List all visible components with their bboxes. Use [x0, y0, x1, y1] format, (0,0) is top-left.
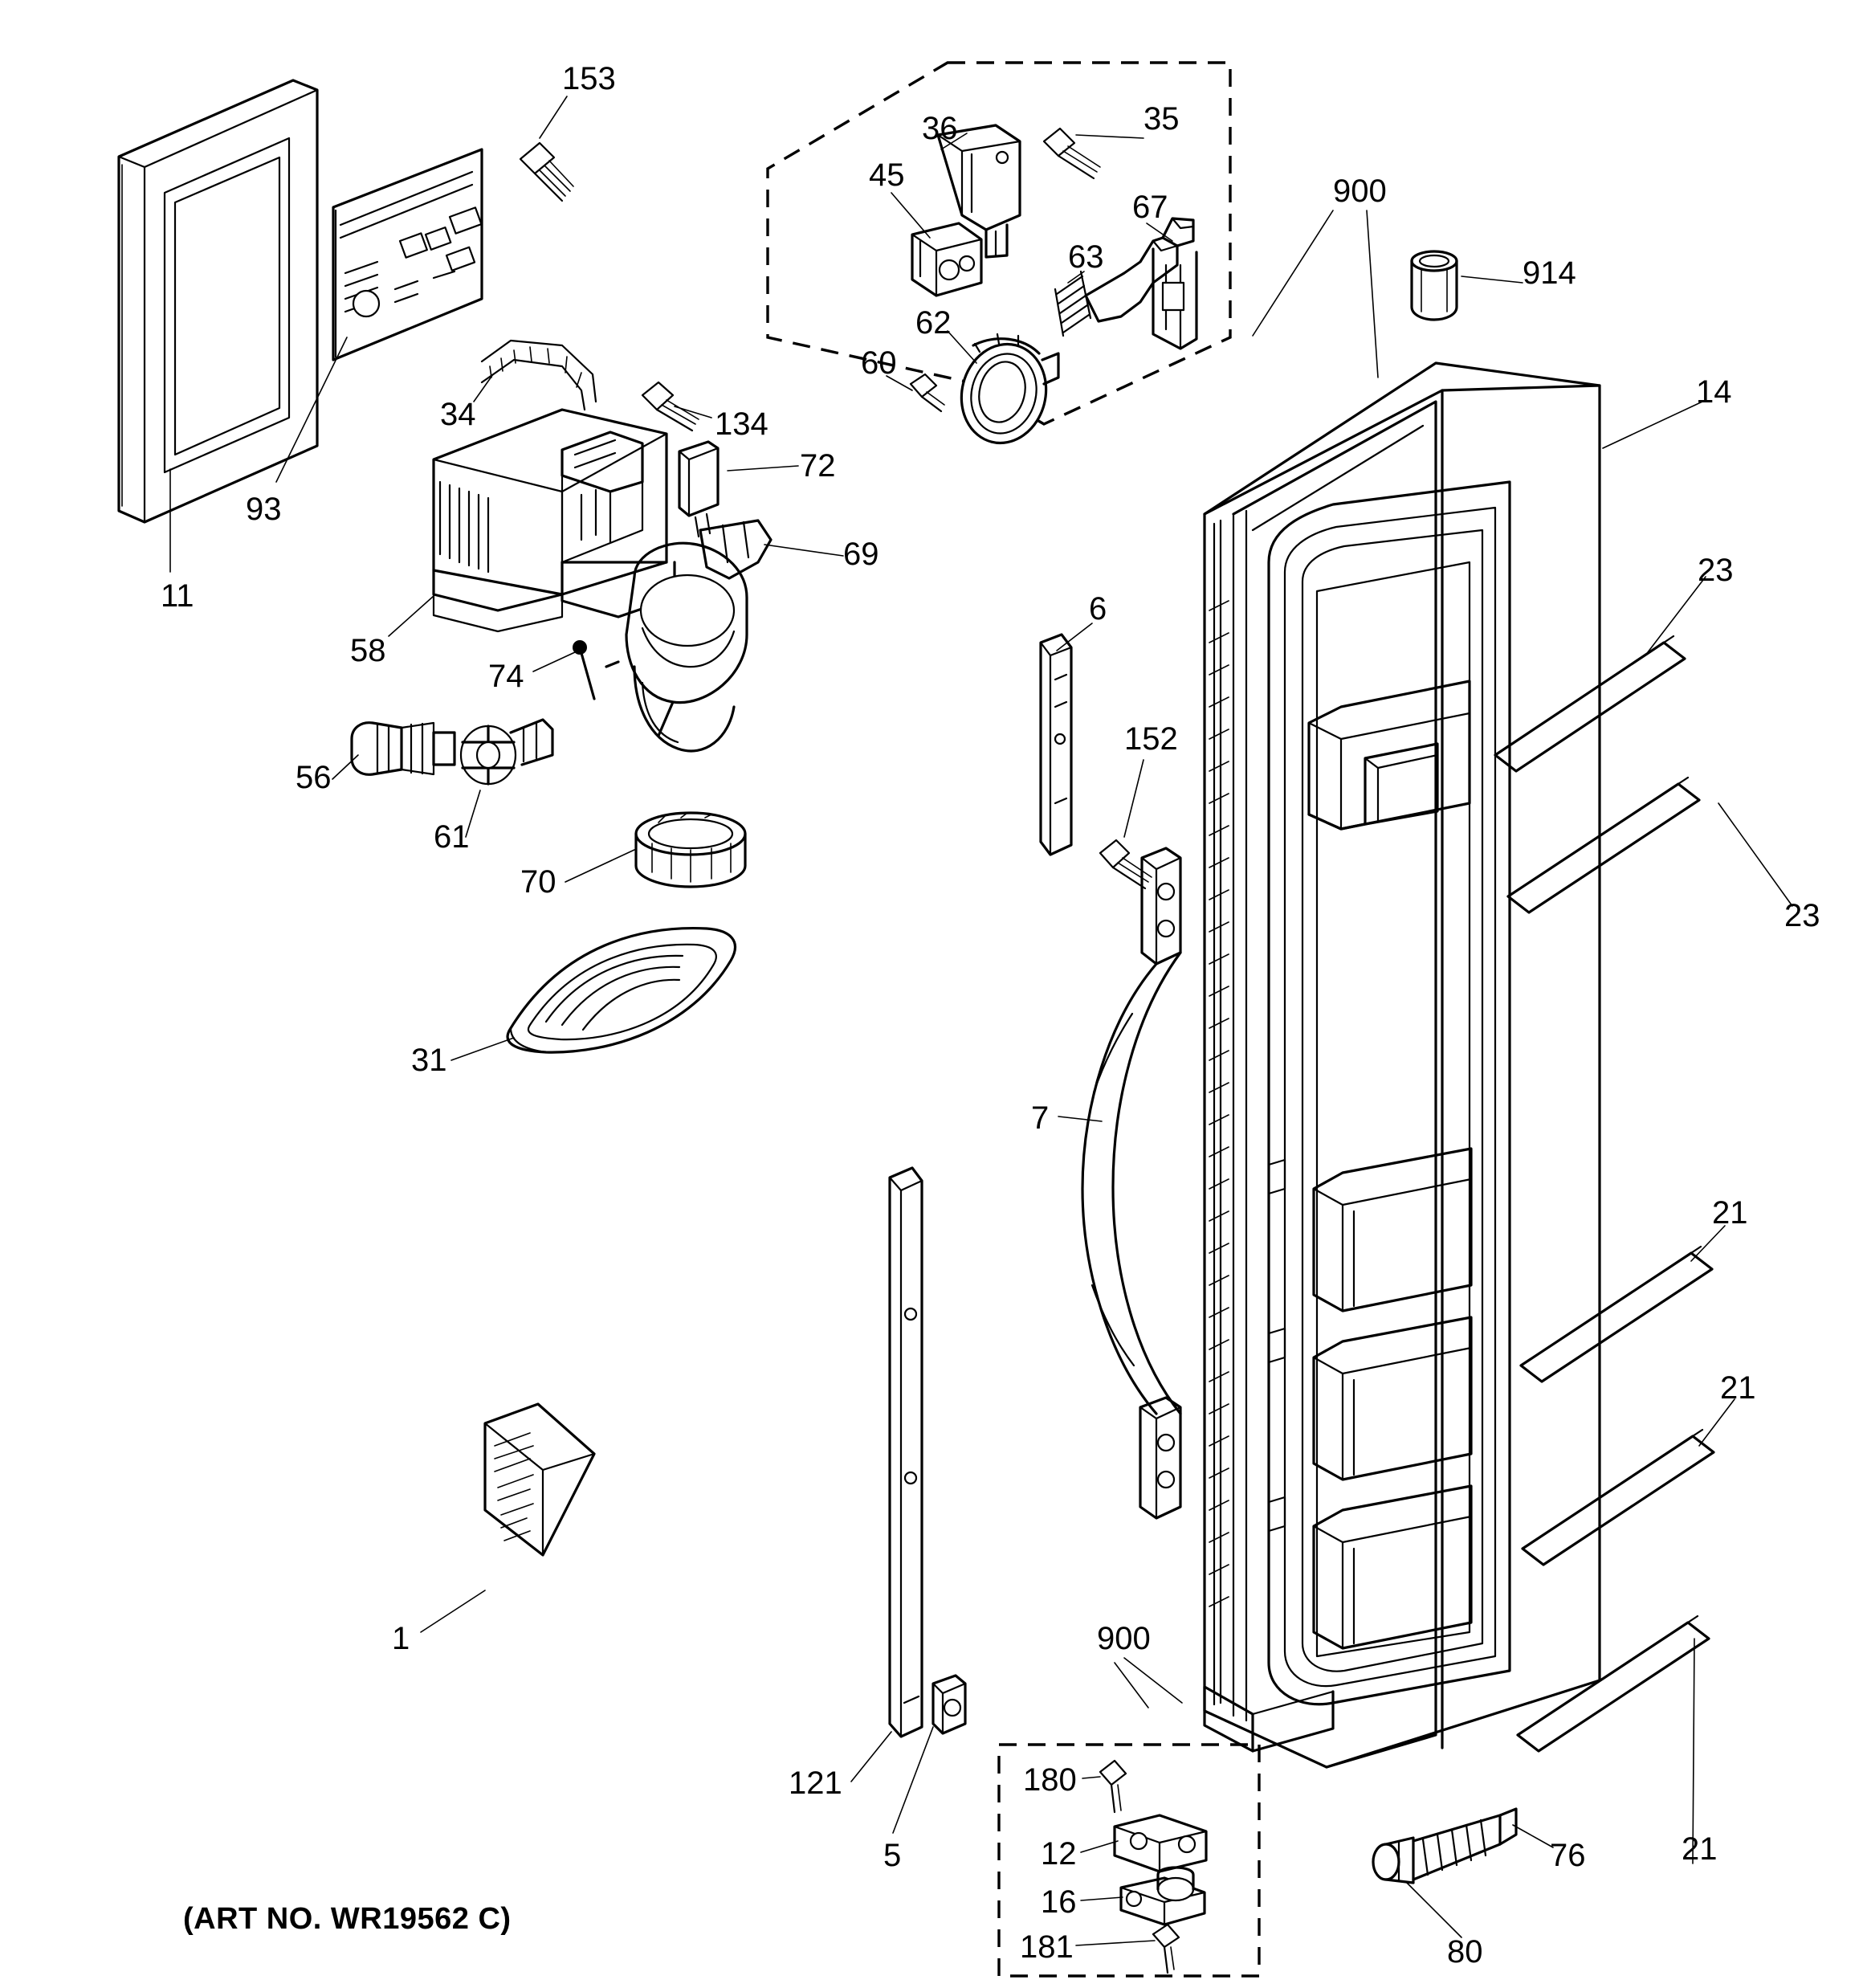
callout-67: 67	[1132, 190, 1168, 225]
part-23-rail-upper	[1495, 636, 1685, 771]
part-914-cap	[1412, 251, 1457, 320]
callout-16: 16	[1041, 1884, 1077, 1920]
part-67-actuator	[1086, 218, 1196, 349]
part-62-paddle	[952, 334, 1058, 452]
part-63-spring	[1055, 271, 1090, 336]
leader-900-top	[1253, 210, 1378, 378]
part-93-control-board	[333, 149, 482, 360]
callout-63: 63	[1068, 239, 1104, 275]
part-58-icemaker-housing	[434, 410, 675, 631]
callout-11: 11	[161, 578, 194, 614]
callout-76: 76	[1550, 1838, 1586, 1873]
part-5-clip	[933, 1676, 965, 1733]
part-60-screw	[911, 374, 944, 411]
callout-900-bottom: 900	[1097, 1621, 1151, 1656]
part-45-bracket	[912, 223, 981, 296]
callout-914: 914	[1523, 255, 1576, 291]
callout-70: 70	[520, 864, 556, 900]
callout-23-upper: 23	[1698, 553, 1734, 588]
callout-74: 74	[488, 659, 524, 694]
part-121-strip	[890, 1168, 922, 1737]
part-34-wire-harness	[482, 341, 596, 410]
part-14-freezer-door	[1205, 363, 1600, 1767]
callout-60: 60	[861, 345, 897, 381]
callout-72: 72	[800, 448, 836, 484]
callout-14: 14	[1696, 374, 1732, 410]
callout-134: 134	[715, 406, 768, 442]
part-74-marker	[573, 640, 618, 699]
part-152-screw	[1100, 840, 1152, 888]
callout-7: 7	[1031, 1100, 1050, 1136]
callout-6: 6	[1089, 591, 1107, 627]
callout-21-mid: 21	[1720, 1370, 1756, 1406]
callout-152: 152	[1124, 721, 1178, 757]
part-69-ice-chute	[626, 520, 771, 751]
part-70-collar	[636, 813, 745, 887]
callout-900-top: 900	[1333, 173, 1387, 209]
callout-58: 58	[350, 633, 386, 668]
callout-35: 35	[1143, 101, 1180, 137]
part-21-rail-3	[1518, 1616, 1709, 1751]
callout-69: 69	[843, 537, 879, 572]
part-11-door-frame	[119, 80, 317, 522]
callout-36: 36	[922, 111, 958, 146]
callout-61: 61	[434, 819, 470, 855]
callout-21-bottom: 21	[1682, 1831, 1718, 1867]
callout-121: 121	[789, 1766, 842, 1801]
callout-180: 180	[1023, 1762, 1077, 1798]
part-153-screw	[520, 143, 573, 201]
callout-12: 12	[1041, 1836, 1077, 1872]
callout-181: 181	[1020, 1929, 1074, 1965]
callout-93: 93	[246, 492, 282, 527]
callout-23-lower: 23	[1784, 898, 1820, 933]
leader-900-bottom	[1115, 1658, 1182, 1708]
callout-45: 45	[869, 157, 905, 193]
part-21-rail-2	[1523, 1430, 1714, 1565]
callout-153: 153	[562, 61, 616, 96]
part-7-handle	[1082, 848, 1180, 1518]
callout-1: 1	[392, 1621, 410, 1656]
callout-62: 62	[915, 305, 952, 341]
part-6-trim-strip	[1041, 635, 1071, 855]
part-21-rail-1	[1521, 1247, 1712, 1382]
callout-56: 56	[296, 760, 332, 795]
door-bins	[1314, 1149, 1471, 1648]
art-number-label: (ART NO. WR19562 C)	[183, 1902, 512, 1936]
part-1-instruction-sheet	[485, 1404, 594, 1555]
part-31-drip-tray	[508, 929, 735, 1052]
part-23-rail-lower	[1508, 778, 1699, 912]
door-gasket-ticks	[1209, 601, 1229, 1606]
part-72-switch	[679, 442, 718, 537]
part-76-pin	[1413, 1809, 1516, 1880]
callout-80: 80	[1447, 1934, 1483, 1970]
part-134-screw	[642, 382, 699, 431]
callout-21-top: 21	[1712, 1195, 1748, 1231]
part-61-cap	[461, 720, 552, 784]
callout-31: 31	[411, 1043, 447, 1078]
callout-34: 34	[440, 397, 476, 432]
callout-5: 5	[883, 1838, 902, 1873]
part-80-bushing	[1373, 1838, 1413, 1883]
part-56-plug	[352, 723, 455, 775]
